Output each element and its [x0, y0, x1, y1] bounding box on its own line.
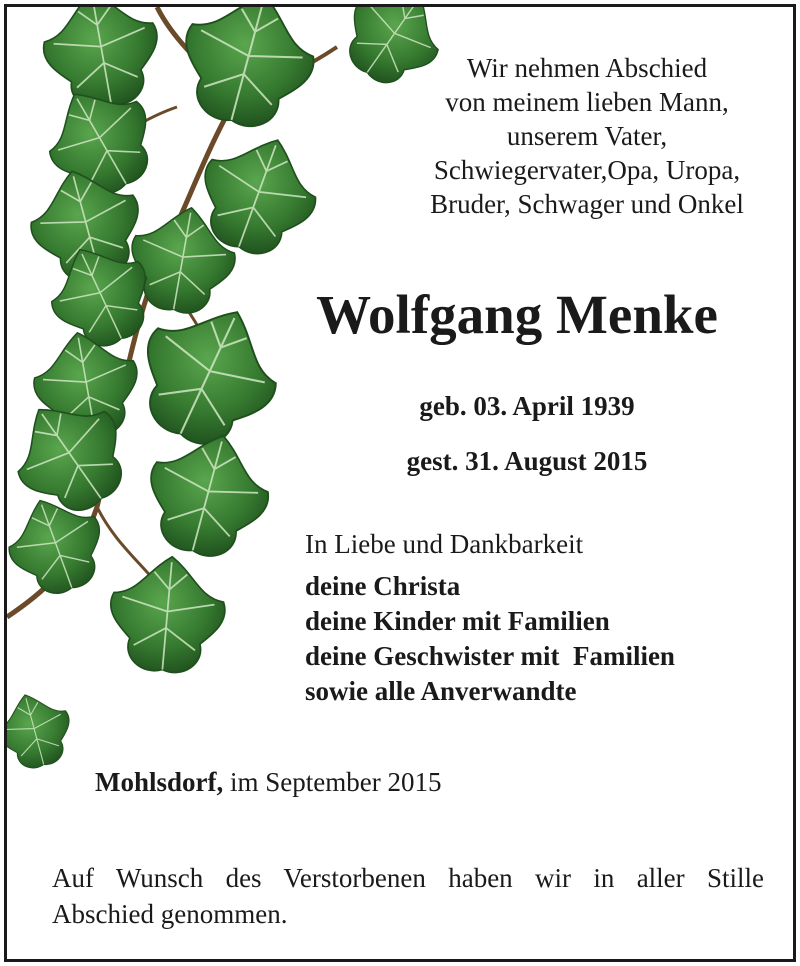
intro-line: Bruder, Schwager und Onkel: [430, 189, 744, 219]
mourner-line: deine Geschwister mit Familien: [305, 641, 675, 671]
note-line: Auf Wunsch des Verstorbenen haben wir in aller Stille: [52, 863, 764, 893]
place-date: [95, 767, 441, 798]
mourners-list: [305, 569, 675, 709]
funeral-note: [52, 860, 764, 932]
mourner-line: deine Kinder mit Familien: [305, 606, 610, 636]
notice-date: im September 2015: [223, 767, 442, 797]
place-name: Mohlsdorf,: [95, 767, 224, 797]
deceased-name: Wolfgang Menke: [316, 284, 718, 345]
death-date: gest. 31. August 2015: [406, 446, 648, 476]
intro-text: [377, 51, 796, 221]
intro-line: von meinem lieben Mann,: [445, 87, 729, 117]
life-dates: [337, 379, 717, 489]
obituary-frame: [4, 4, 796, 962]
intro-line: Wir nehmen Abschied: [466, 53, 708, 83]
mourner-line: sowie alle Anverwandte: [305, 676, 577, 706]
intro-line: Schwiegervater,Opa, Uropa,: [433, 155, 741, 185]
mourner-line: deine Christa: [305, 571, 461, 601]
intro-line: unserem Vater,: [506, 121, 668, 151]
note-line: Abschied genommen.: [52, 899, 288, 929]
thanks-line: In Liebe und Dankbarkeit: [305, 529, 584, 559]
birth-date: geb. 03. April 1939: [419, 391, 635, 421]
